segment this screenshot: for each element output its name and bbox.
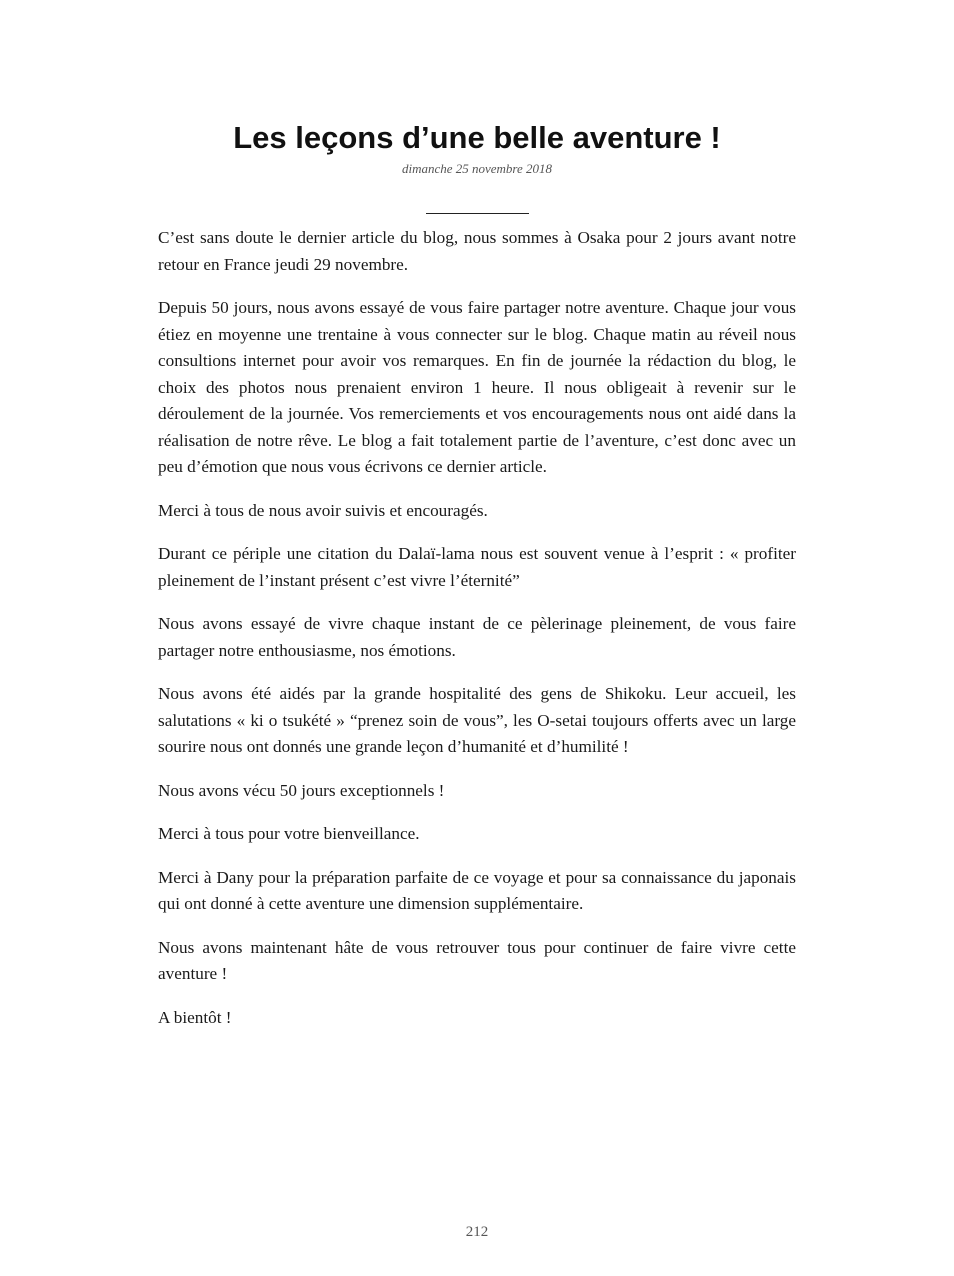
paragraph: A bientôt ! — [158, 1007, 232, 1027]
paragraph: Nous avons été aidés par la grande hospitalité des gens de Shikoku. Leur accueil, les salutations « ki o tsukété » “prenez soin de vous”, les O-setai toujours offerts avec un large sourire nous ont donnés une grande leçon d’humanité et d’humilité ! — [158, 684, 796, 756]
paragraph: Merci à tous de nous avoir suivis et encouragés. — [158, 500, 488, 520]
page-number: 212 — [465, 1224, 489, 1240]
paragraph: Merci à tous pour votre bienveillance. — [158, 824, 420, 843]
paragraph: Depuis 50 jours, nous avons essayé de vous faire partager notre aventure. Chaque jour vous étiez en moyenne une trentaine à vous connecter sur le blog. Chaque matin au réveil nous consultions internet pour avoir vos remarques. En fin de journée la rédaction du blog, le choix des photos nous prenaient environ 1 heure. Il nous obligeait à revenir sur le déroulement de la journée. Vos remerciements et vos encouragements nous ont aidé dans la réalisation de notre rêve. Le blog a fait totalement partie de l’aventure, c’est donc avec un peu d’émotion que nous vous écrivons ce dernier article. — [158, 298, 796, 476]
article-title: Les leçons d’une belle aventure ! — [233, 120, 721, 155]
paragraph: C’est sans doute le dernier article du blog, nous sommes à Osaka pour 2 jours avant notre retour en France jeudi 29 novembre. — [158, 228, 796, 274]
paragraph: Nous avons essayé de vivre chaque instant de ce pèlerinage pleinement, de vous faire partager notre enthousiasme, nos émotions. — [158, 614, 796, 660]
title-separator — [426, 213, 529, 214]
paragraph: Nous avons vécu 50 jours exceptionnels ! — [158, 780, 445, 800]
paragraph: Merci à Dany pour la préparation parfaite de ce voyage et pour sa connaissance du japonais qui ont donné à cette aventure une dimension supplémentaire. — [158, 867, 796, 913]
article-body — [158, 225, 796, 1048]
paragraph: Durant ce périple une citation du Dalaï-lama nous est souvent venue à l’esprit : « profiter pleinement de l’instant présent c’est vivre l’éternité” — [158, 544, 796, 590]
article-date: dimanche 25 novembre 2018 — [401, 161, 553, 176]
paragraph: Nous avons maintenant hâte de vous retrouver tous pour continuer de faire vivre cette aventure ! — [158, 937, 796, 983]
